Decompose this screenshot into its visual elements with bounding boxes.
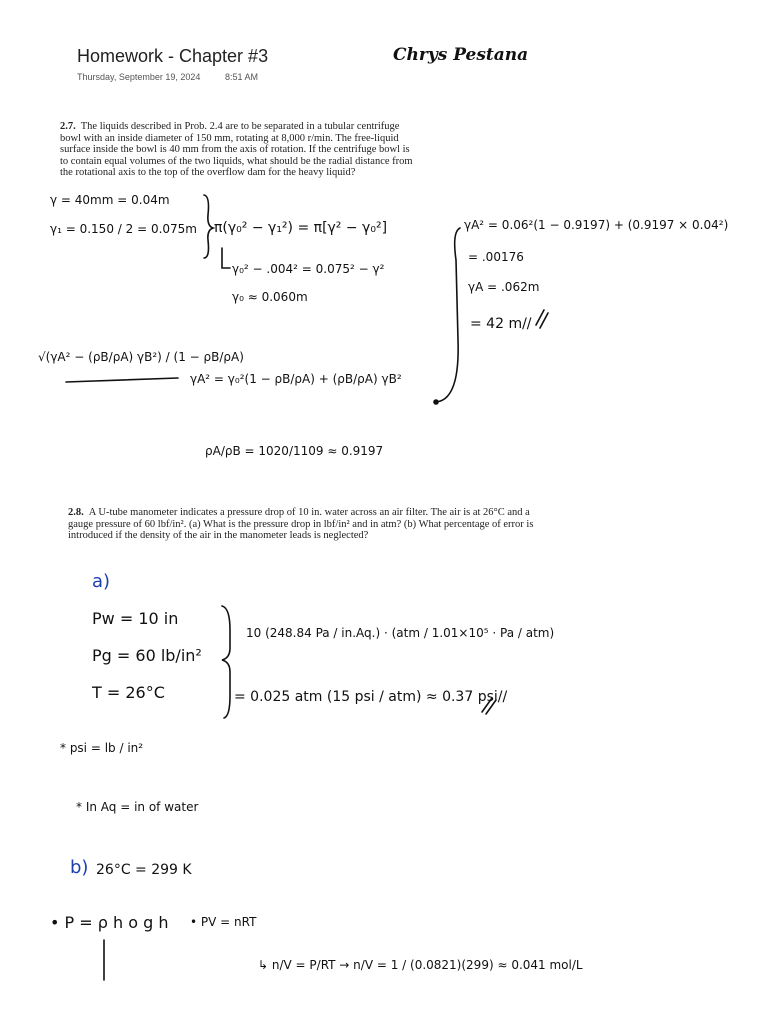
page-date: Thursday, September 19, 2024: [77, 72, 201, 82]
problem-number: 2.7.: [60, 121, 76, 132]
work-substitution: γ₀² − .004² = 0.075² − γ²: [232, 262, 385, 276]
page-time: 8:51 AM: [224, 72, 258, 82]
brace-a-stroke: [222, 606, 230, 718]
work-pw: Pw = 10 in: [92, 609, 179, 628]
work-ideal-gas: • PV = nRT: [190, 915, 257, 929]
work-final-answer: = 42 m//: [470, 316, 532, 332]
work-r: γ = 40mm = 0.04m: [50, 193, 170, 207]
work-formula-left: √(γA² − (ρB/ρA) γB²) / (1 − ρB/ρA): [38, 350, 244, 364]
part-b-label: b): [70, 857, 89, 878]
link-dot: [434, 400, 438, 404]
fraction-bar-stroke: [66, 378, 178, 382]
problem-statement: The liquids described in Prob. 2.4 are to be separated in a tubular centrifuge bowl with an inside diameter of 150 mm, rotating at 8,000 r/min. The free-liquid surface inside the bowl is 40 mm from the axis of rotation. If the centrifuge bowl is to contain equal volumes of the two liquids, what should be the radial distance from the rotational axis to the top of the overflow dam for the heavy liquid?: [60, 121, 413, 179]
work-ra-result: γA = .062m: [468, 280, 540, 294]
work-r0-result: γ₀ ≈ 0.060m: [232, 290, 308, 304]
work-r1: γ₁ = 0.150 / 2 = 0.075m: [50, 222, 197, 236]
part-a-label: a): [92, 571, 111, 592]
work-hydrostatic: • P = ρ h o g h: [50, 913, 169, 932]
answer-slash: [482, 698, 492, 712]
work-molar-density: ↳ n/V = P/RT → n/V = 1 / (0.0821)(299) ≈ 0.041 mol/L: [258, 958, 583, 972]
work-formula-right: γA² = γ₀²(1 − ρB/ρA) + (ρB/ρA) γB²: [190, 372, 402, 386]
work-area-equation: π(γ₀² − γ₁²) = π[γ² − γ₀²]: [214, 220, 388, 236]
work-temp-kelvin: 26°C = 299 K: [96, 862, 192, 878]
work-calc-line: γA² = 0.06²(1 − 0.9197) + (0.9197 × 0.04²): [464, 218, 729, 232]
work-pg: Pg = 60 lb/in²: [92, 646, 202, 665]
work-calc-value: = .00176: [468, 250, 524, 264]
author-signature: Chrys Pestana: [393, 45, 529, 65]
work-pressure-result: = 0.025 atm (15 psi / atm) ≈ 0.37 psi//: [234, 689, 508, 705]
hook-arrow-stroke: [222, 248, 230, 268]
problem-statement: A U-tube manometer indicates a pressure drop of 10 in. water across an air filter. The air is at 26°C and a gauge pressure of 60 lbf/in². (a) What is the pressure drop in lbf/in² and in atm? (b) What percentage of error is introduced if the density of the air in the manometer leads is neglected?: [68, 507, 534, 542]
brace-stroke: [204, 195, 213, 258]
work-density-ratio: ρA/ρB = 1020/1109 ≈ 0.9197: [205, 444, 384, 458]
work-temp: T = 26°C: [92, 683, 165, 702]
work-conversion: 10 (248.84 Pa / in.Aq.) · (atm / 1.01×10⁵ · Pa / atm): [246, 626, 555, 640]
note-psi: * psi = lb / in²: [60, 741, 144, 755]
link-arrow-stroke: [436, 228, 460, 402]
note-inaq: * In Aq = in of water: [76, 800, 199, 814]
answer-slash: [486, 700, 496, 714]
problem-number: 2.8.: [68, 507, 84, 518]
page-title: Homework - Chapter #3: [77, 46, 269, 66]
